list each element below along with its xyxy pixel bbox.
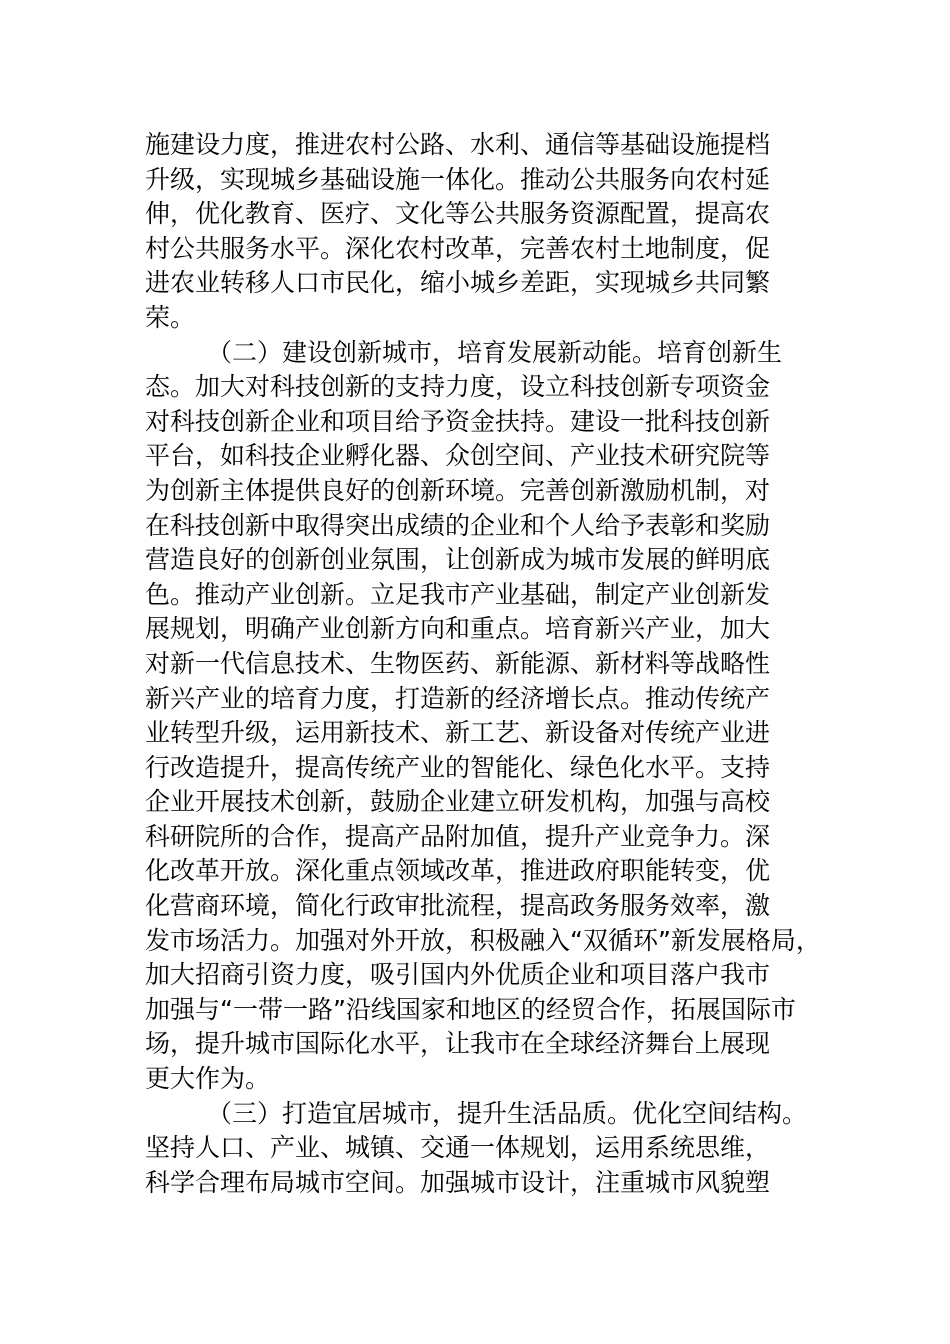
text-line: 坚持人口、产业、城镇、交通一体规划，运用系统思维，: [145, 1133, 771, 1163]
text-line: 伸，优化教育、医疗、文化等公共服务资源配置，提高农: [145, 199, 771, 229]
paragraph-2: [145, 336, 835, 1097]
text-line: 企业开展技术创新，鼓励企业建立研发机构，加强与高校: [145, 787, 771, 817]
text-line: 荣。: [145, 302, 196, 332]
text-line: 对科技创新企业和项目给予资金扶持。建设一批科技创新: [145, 406, 771, 436]
text-line: 化营商环境，简化行政审批流程，提高政务服务效率，激: [145, 891, 771, 921]
text-line: 平台，如科技企业孵化器、众创空间、产业技术研究院等: [145, 441, 771, 471]
text-line: 色。推动产业创新。立足我市产业基础，制定产业创新发: [145, 579, 771, 609]
text-line: 加强与“一带一路”沿线国家和地区的经贸合作，拓展国际市: [145, 994, 796, 1024]
text-line: 业转型升级，运用新技术、新工艺、新设备对传统产业进: [145, 718, 771, 748]
text-line: 行改造提升，提高传统产业的智能化、绿色化水平。支持: [145, 752, 771, 782]
text-line: 为创新主体提供良好的创新环境。完善创新激励机制，对: [145, 475, 771, 505]
text-line: 场，提升城市国际化水平，让我市在全球经济舞台上展现: [145, 1029, 771, 1059]
text-line: 展规划，明确产业创新方向和重点。培育新兴产业，加大: [145, 614, 771, 644]
text-line: （二）建设创新城市，培育发展新动能。培育创新生: [207, 337, 783, 367]
text-line: 科研院所的合作，提高产品附加值，提升产业竞争力。深: [145, 821, 771, 851]
body-text: [145, 128, 835, 1200]
text-line: 态。加大对科技创新的支持力度，设立科技创新专项资金: [145, 372, 771, 402]
text-line: 更大作为。: [145, 1064, 271, 1094]
text-line: 在科技创新中取得突出成绩的企业和个人给予表彰和奖励: [145, 510, 771, 540]
text-line: 村公共服务水平。深化农村改革，完善农村土地制度，促: [145, 233, 771, 263]
text-line: 对新一代信息技术、生物医药、新能源、新材料等战略性: [145, 648, 771, 678]
paragraph-1: [145, 128, 835, 336]
text-line: 施建设力度，推进农村公路、水利、通信等基础设施提档: [145, 130, 771, 159]
text-line: 进农业转移人口市民化，缩小城乡差距，实现城乡共同繁: [145, 268, 771, 298]
text-line: 科学合理布局城市空间。加强城市设计，注重城市风貌塑: [145, 1167, 771, 1197]
text-line: 化改革开放。深化重点领域改革，推进政府职能转变，优: [145, 856, 771, 886]
text-line: 营造良好的创新创业氛围，让创新成为城市发展的鲜明底: [145, 545, 771, 575]
paragraph-3: [145, 1097, 835, 1201]
text-line: 新兴产业的培育力度，打造新的经济增长点。推动传统产: [145, 683, 771, 713]
text-line: 发市场活力。加强对外开放，积极融入“双循环”新发展格局，: [145, 925, 821, 955]
text-line: 升级，实现城乡基础设施一体化。推动公共服务向农村延: [145, 164, 771, 194]
text-line: 加大招商引资力度，吸引国内外优质企业和项目落户我市: [145, 960, 771, 990]
text-line: （三）打造宜居城市，提升生活品质。优化空间结构。: [207, 1098, 808, 1128]
